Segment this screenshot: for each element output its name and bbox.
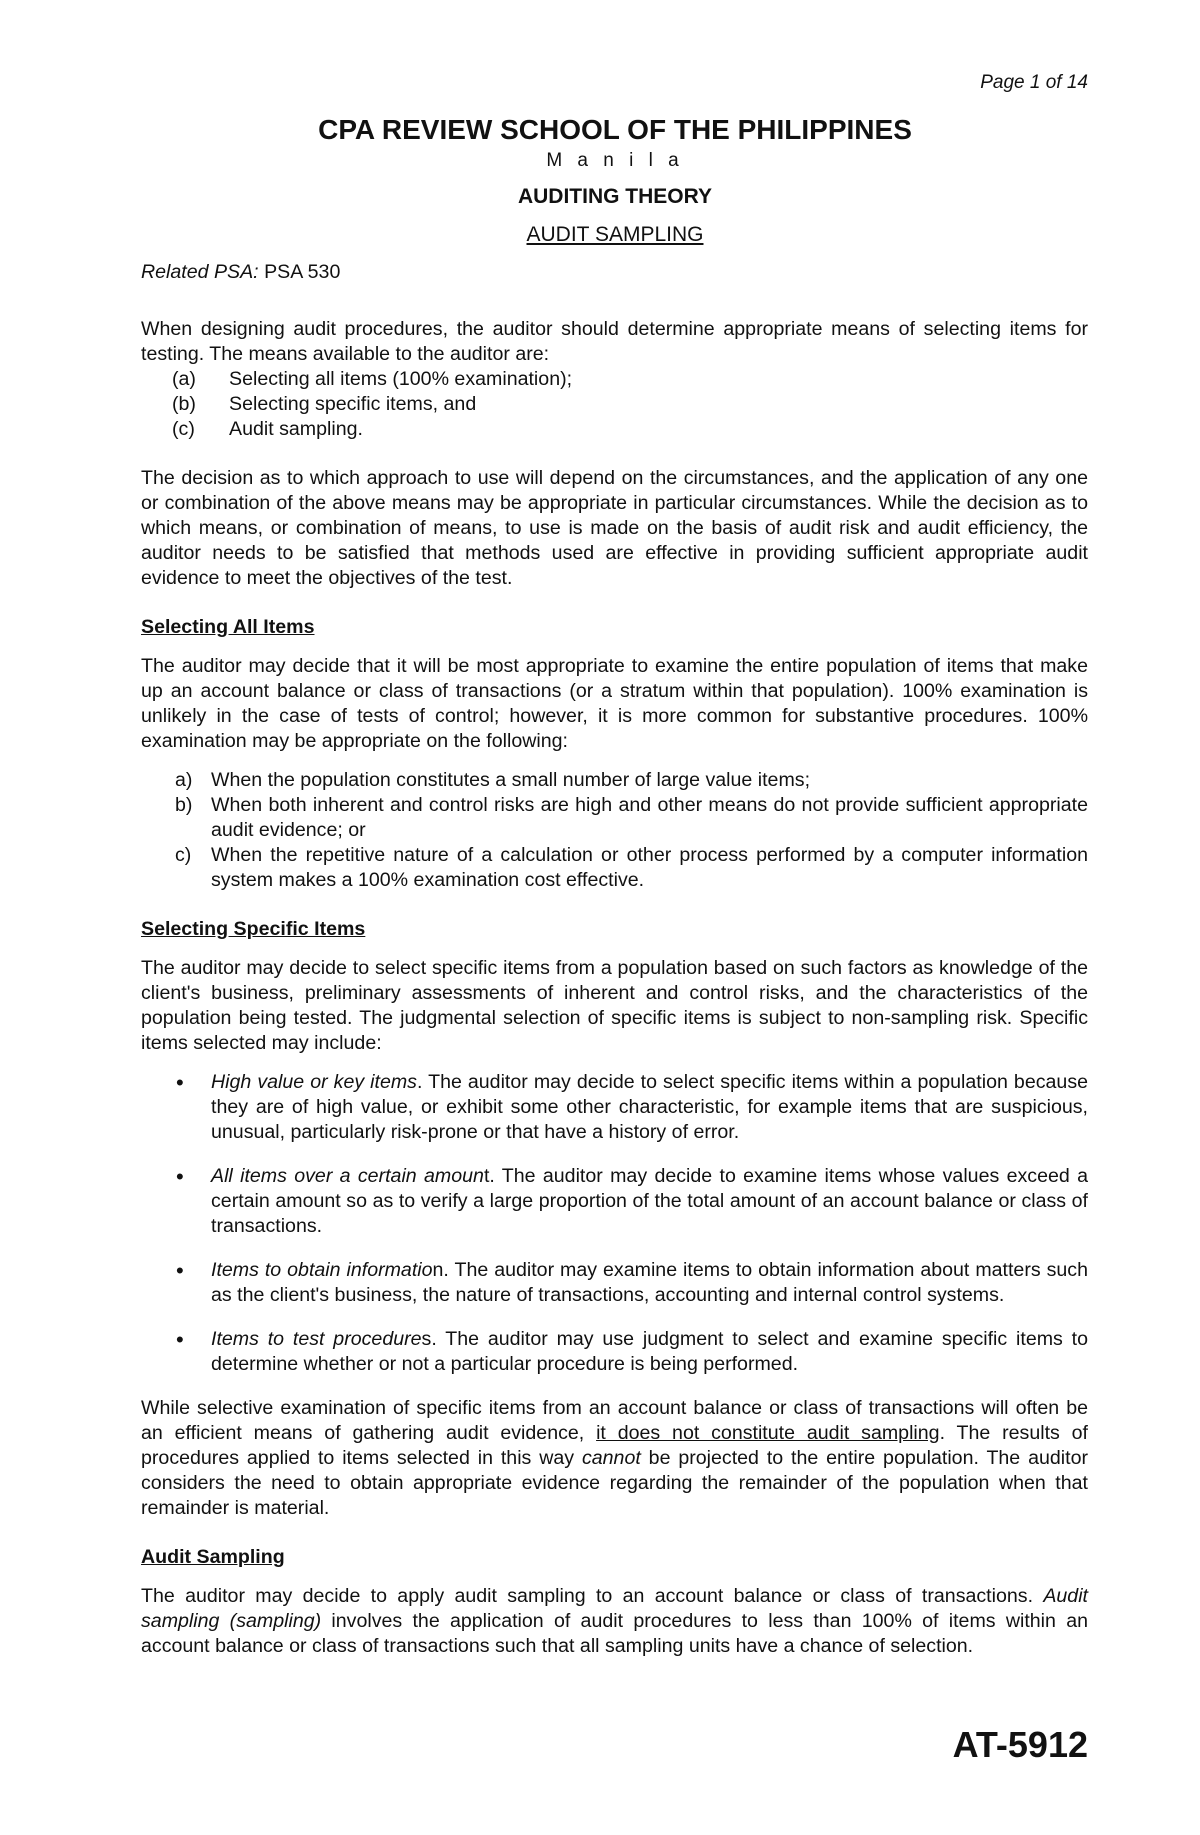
related-psa <box>141 260 1088 285</box>
list-item: a) When the population constitutes a small number of large value items; <box>175 769 811 791</box>
specific-items-list <box>141 1070 1088 1377</box>
school-title: CPA REVIEW SCHOOL OF THE PHILIPPINES <box>318 114 912 145</box>
all-items-list <box>141 768 1088 893</box>
decision-paragraph: The decision as to which approach to use will depend on the circumstances, and the application of any one or combination of the above means may be appropriate in particular circumstances. While the decision as to which means, or combination of means, to use is made on the basis of audit risk and audit efficiency, the auditor needs to be satisfied that methods used are effective in providing sufficient appropriate audit evidence to meet the objectives of the test. <box>141 467 1088 589</box>
section-heading-specific-items: Selecting Specific Items <box>141 918 366 940</box>
section-heading-audit-sampling: Audit Sampling <box>141 1546 285 1568</box>
section-heading-all-items: Selecting All Items <box>141 616 315 638</box>
bullet-icon: • <box>176 1070 184 1095</box>
list-item: • High value or key items. The auditor may decide to select specific items within a population because they are of high value, or exhibit some other characteristic, for example items that are suspicious, unusual, particularly risk-prone or that have a history of error. <box>176 1070 1089 1143</box>
bullet-icon: • <box>176 1258 184 1283</box>
school-city: M a n i l a <box>546 150 684 171</box>
document-body <box>141 260 1088 1659</box>
intro-paragraph: When designing audit procedures, the auditor should determine appropriate means of selecting items for testing. The means available to the auditor are: <box>141 318 1088 365</box>
list-item: (a) Selecting all items (100% examination); <box>172 368 573 390</box>
bullet-icon: • <box>176 1164 184 1189</box>
list-item: c) When the repetitive nature of a calculation or other process performed by a computer information system makes a 100% examination cost effective. <box>175 844 1088 891</box>
list-item: • Items to obtain information. The auditor may examine items to obtain information about matters such as the client's business, the nature of transactions, accounting and internal control systems. <box>176 1258 1088 1306</box>
subject-heading: AUDITING THEORY <box>517 185 713 208</box>
related-psa-label: Related PSA: <box>141 261 259 283</box>
list-item: (c) Audit sampling. <box>172 418 363 440</box>
means-list <box>141 367 1088 442</box>
list-item: • Items to test procedures. The auditor may use judgment to select and examine specific items to determine whether or not a particular procedure is being performed. <box>176 1327 1088 1375</box>
list-item: (b) Selecting specific items, and <box>172 393 477 415</box>
topic-heading: AUDIT SAMPLING <box>526 223 704 246</box>
list-item: b) When both inherent and control risks are high and other means do not provide sufficient appropriate audit evidence; or <box>175 794 1088 841</box>
document-code: AT-5912 <box>952 1724 1088 1765</box>
audit-sampling-paragraph: The auditor may decide to apply audit sampling to an account balance or class of transactions. Audit sampling (sampling) involves the application of audit procedures to less than 100% of items within an account balance or class of transactions such that all sampling units have a chance of selection. <box>141 1585 1088 1657</box>
list-item: • All items over a certain amount. The auditor may decide to examine items whose values exceed a certain amount so as to verify a large proportion of the total amount of an account balance or class of transactions. <box>176 1164 1088 1237</box>
all-items-paragraph: The auditor may decide that it will be most appropriate to examine the entire population of items that make up an account balance or class of transactions (or a stratum within that population). 100% examination is unlikely in the case of tests of control; however, it is more common for substantive procedures. 100% examination may be appropriate on the following: <box>141 655 1088 752</box>
bullet-icon: • <box>176 1327 184 1352</box>
specific-items-paragraph: The auditor may decide to select specific items from a population based on such factors as knowledge of the client's business, preliminary assessments of inherent and control risks, and the characteristics of the population being tested. The judgmental selection of specific items is subject to non-sampling risk. Specific items selected may include: <box>141 957 1088 1054</box>
page-number: Page 1 of 14 <box>980 72 1088 93</box>
related-psa-value: PSA 530 <box>258 261 341 283</box>
selective-examination-paragraph: While selective examination of specific items from an account balance or class of transactions will often be an efficient means of gathering audit evidence, it does not constitute audit sampling. The results of procedures applied to items selected in this way cannot be projected to the entire population. The auditor considers the need to obtain appropriate evidence regarding the remainder of the population when that remainder is material. <box>141 1397 1089 1519</box>
